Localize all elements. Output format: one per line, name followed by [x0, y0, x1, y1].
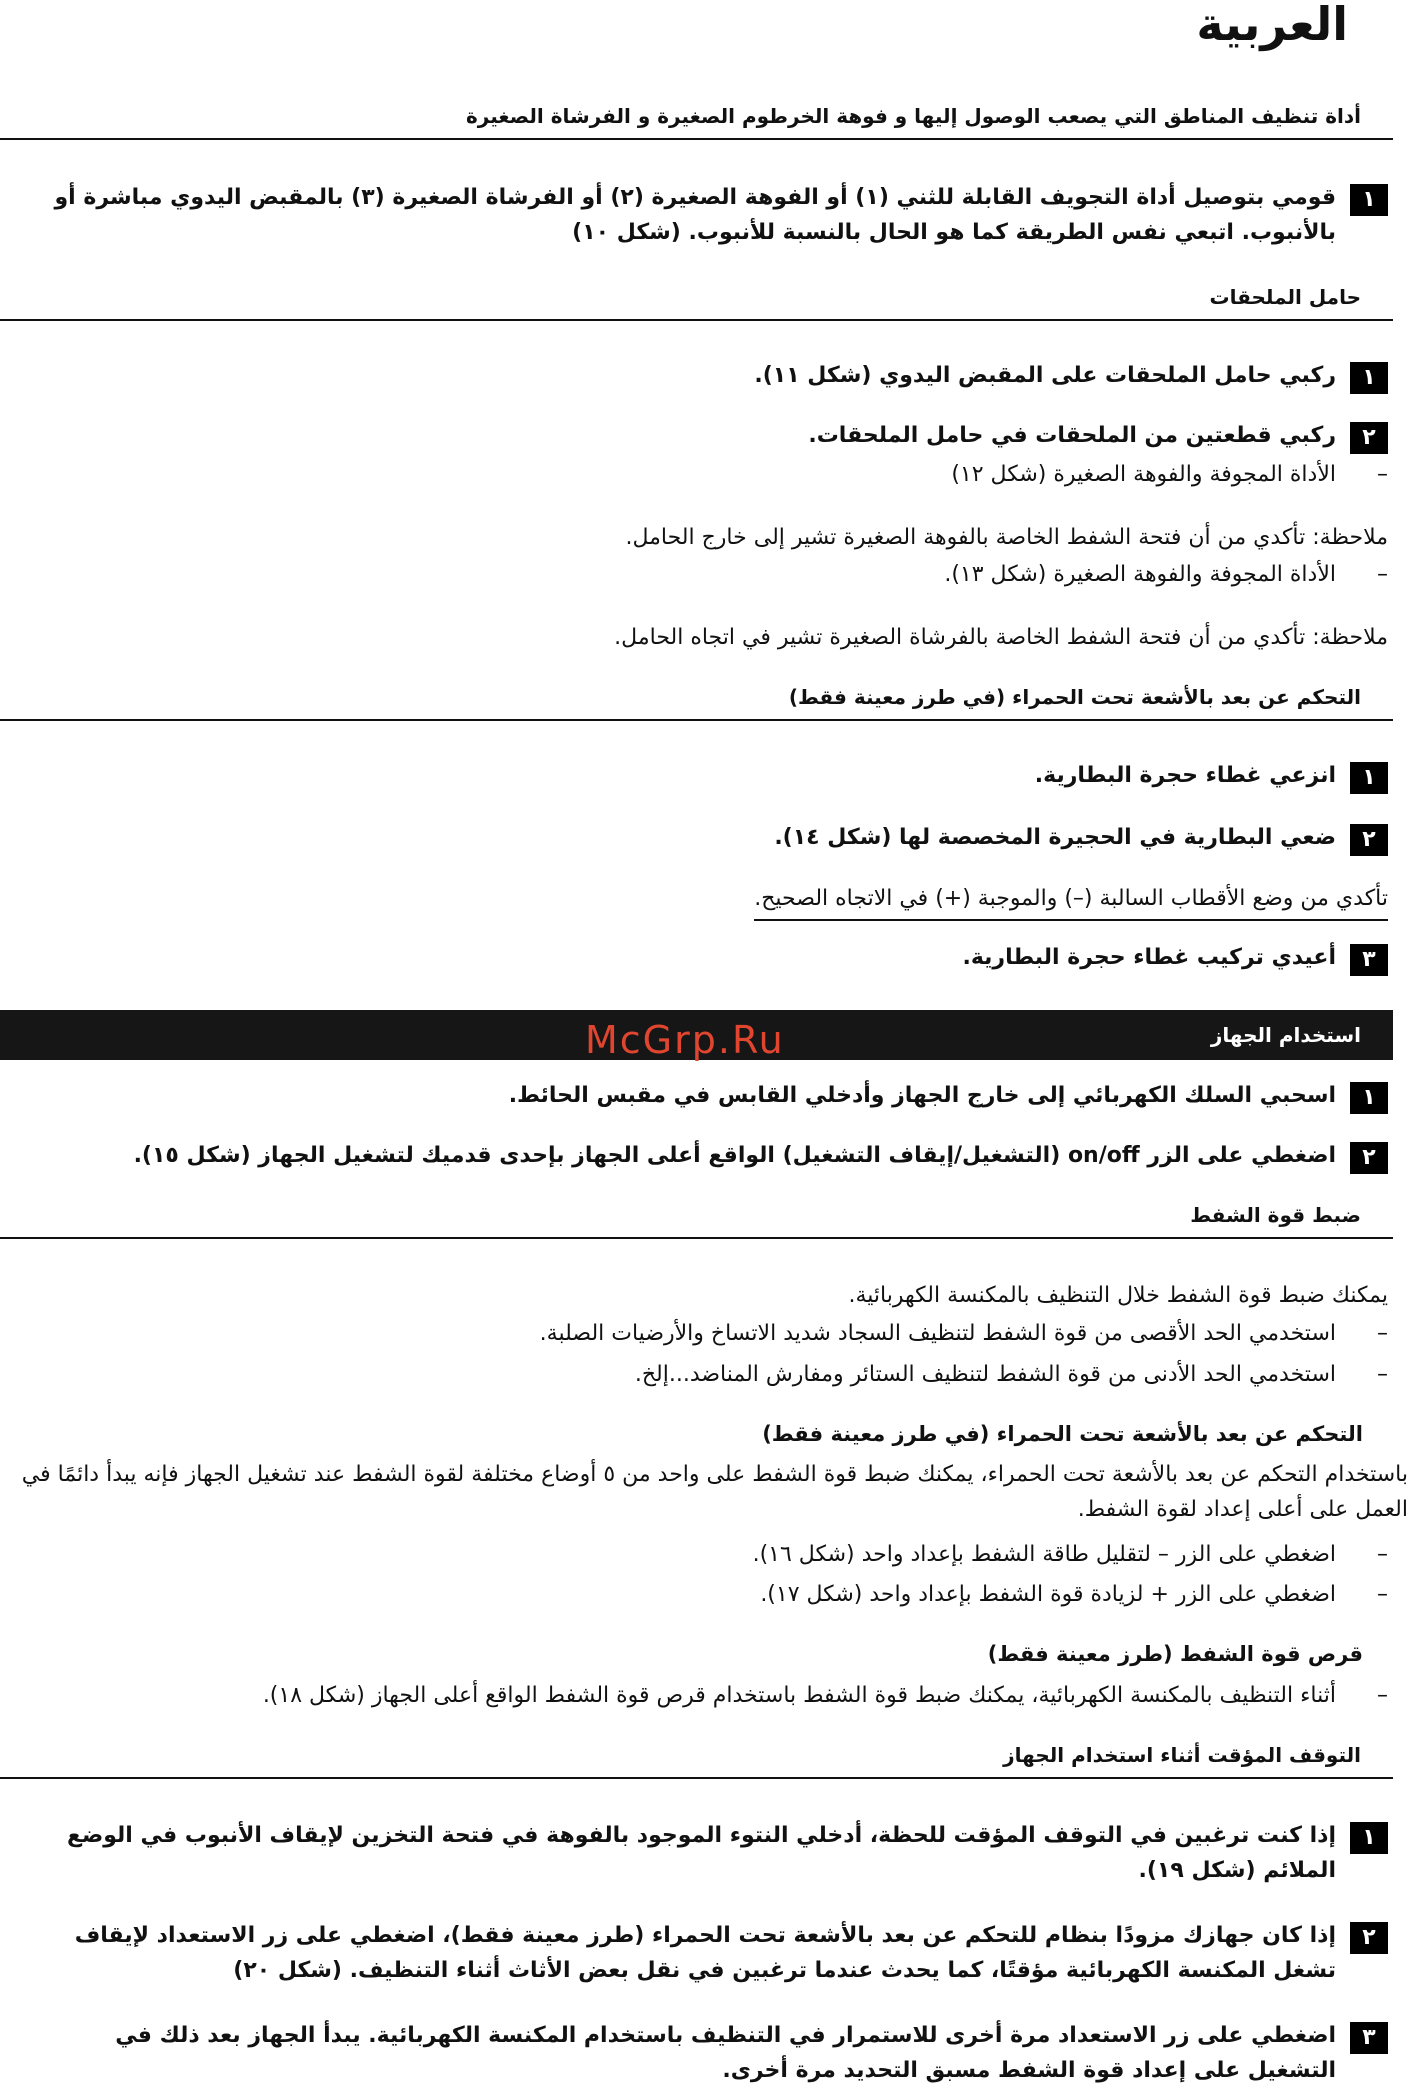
section-heading-accessory-holder: حامل الملحقات [0, 281, 1393, 321]
step-number: ٢ [1350, 1142, 1388, 1174]
section-heading-suction-power: ضبط قوة الشفط [0, 1199, 1393, 1239]
step-text: ضعي البطارية في الحجيرة المخصصة لها (شكل ١٤). [774, 825, 1336, 850]
step-number: ١ [1350, 184, 1388, 216]
bullet-text: الأداة المجوفة والفوهة الصغيرة (شكل ١٣). [944, 562, 1336, 587]
bullet-text: اضغطي على الزر + لزيادة قوة الشفط بإعداد واحد (شكل ١٧). [760, 1582, 1336, 1607]
ir-remote-paragraph: باستخدام التحكم عن بعد بالأشعة تحت الحمراء، يمكنك ضبط قوة الشفط على واحد من ٥ أوضاع مختلفة لقوة الشفط عند تشغيل الجهاز فإنه يبدأ دائمًا في العمل على أعلى إعداد لقوة الشفط. [21, 1462, 1408, 1522]
step-2-insert-accessories [30, 418, 1388, 453]
step-text: إذا كان جهازك مزودًا بنظام للتحكم عن بعد بالأشعة تحت الحمراء (طرز معينة فقط)، اضغطي على زر الاستعداد لإيقاف تشغل المكنسة الكهربائية مؤقتًا، كما يحدث عندما ترغبين في نقل بعض الأثاث أثناء التنظيف. (شكل ٢٠) [74, 1923, 1336, 1983]
bullet-suction-dial [20, 1678, 1388, 1713]
subheading-ir-remote: التحكم عن بعد بالأشعة تحت الحمراء (في طرز معينة فقط) [762, 1422, 1363, 1446]
bullet-text: الأداة المجوفة والفوهة الصغيرة (شكل ١٢) [951, 462, 1336, 487]
bullet-crevice-and-nozzle-fig12 [20, 457, 1388, 492]
step-number: ٢ [1350, 422, 1388, 454]
section-heading-crevice-tool: أداة تنظيف المناطق التي يصعب الوصول إليها و فوهة الخرطوم الصغيرة و الفرشاة الصغيرة [0, 100, 1393, 140]
step-number: ٣ [1350, 2022, 1388, 2054]
dash-marker: – [1377, 1582, 1388, 1607]
section-heading-using-appliance: استخدام الجهاز [0, 1010, 1393, 1060]
subheading-suction-dial: قرص قوة الشفط (طرز معينة فقط) [987, 1642, 1363, 1666]
bullet-text: استخدمي الحد الأدنى من قوة الشفط لتنظيف الستائر ومفارش المناضد...إلخ. [634, 1362, 1336, 1387]
step-number: ١ [1350, 1822, 1388, 1854]
note-nozzle-direction: ملاحظة: تأكدي من أن فتحة الشفط الخاصة بالفوهة الصغيرة تشير إلى خارج الحامل. [625, 525, 1388, 550]
step-number: ٢ [1350, 1922, 1388, 1954]
suction-intro: يمكنك ضبط قوة الشفط خلال التنظيف بالمكنسة الكهربائية. [848, 1283, 1388, 1308]
bullet-text: استخدمي الحد الأقصى من قوة الشفط لتنظيف السجاد شديد الاتساخ والأرضيات الصلبة. [539, 1321, 1336, 1346]
step-number: ٣ [1350, 944, 1388, 976]
step-text: إذا كنت ترغبين في التوقف المؤقت للحظة، أدخلي النتوء الموجود بالفوهة في فتحة التخزين لإيقاف الأنبوب في الوضع الملائم (شكل ١٩). [66, 1823, 1336, 1883]
section-heading-ir-remote: التحكم عن بعد بالأشعة تحت الحمراء (في طرز معينة فقط) [0, 681, 1393, 721]
battery-polarity-note [20, 881, 1388, 921]
dash-marker: – [1377, 1362, 1388, 1387]
bullet-plus-button [20, 1577, 1388, 1612]
dash-marker: – [1377, 562, 1388, 587]
polarity-note-text: تأكدي من وضع الأقطاب السالبة (–) والموجبة (+) في الاتجاه الصحيح. [754, 881, 1388, 921]
step-text: قومي بتوصيل أداة التجويف القابلة للثني (١) أو الفوهة الصغيرة (٢) أو الفرشاة الصغيرة (٣) بالمقبض اليدوي مباشرة أو بالأنبوب. اتبعي نفس الطريقة كما هو الحال بالنسبة للأنبوب. (شكل ١٠) [54, 185, 1336, 245]
bullet-text: أثناء التنظيف بالمكنسة الكهربائية، يمكنك ضبط قوة الشفط باستخدام قرص قوة الشفط الواقع أعلى الجهاز (شكل ١٨). [262, 1683, 1336, 1708]
step-1-plug-in [30, 1078, 1388, 1113]
step-1-remove-battery-cover [30, 758, 1388, 793]
step-text: ركبي حامل الملحقات على المقبض اليدوي (شكل ١١). [754, 363, 1336, 388]
watermark: McGrp.Ru [585, 1018, 785, 1062]
step-1-attach-tools [30, 180, 1388, 250]
note-brush-direction: ملاحظة: تأكدي من أن فتحة الشفط الخاصة بالفرشاة الصغيرة تشير في اتجاه الحامل. [614, 625, 1388, 650]
step-number: ٢ [1350, 824, 1388, 856]
step-text: ركبي قطعتين من الملحقات في حامل الملحقات. [808, 423, 1336, 448]
step-text: انزعي غطاء حجرة البطارية. [1034, 763, 1336, 788]
step-3-resume [30, 2018, 1388, 2088]
step-2-standby-button [30, 1918, 1388, 1988]
bullet-min-suction [20, 1357, 1388, 1392]
section-heading-pausing: التوقف المؤقت أثناء استخدام الجهاز [0, 1739, 1393, 1779]
step-1-mount-holder [30, 358, 1388, 393]
dash-marker: – [1377, 462, 1388, 487]
language-title: العربية [1196, 0, 1348, 51]
step-1-park-tube [30, 1818, 1388, 1888]
bullet-crevice-and-nozzle-fig13 [20, 557, 1388, 592]
dash-marker: – [1377, 1321, 1388, 1346]
dash-marker: – [1377, 1683, 1388, 1708]
step-number: ١ [1350, 362, 1388, 394]
step-text: اضغطي على زر الاستعداد مرة أخرى للاستمرار في التنظيف باستخدام المكنسة الكهربائية. يبدأ الجهاز بعد ذلك في التشغيل على إعداد قوة الشفط مسبق التحديد مرة أخرى. [115, 2023, 1336, 2083]
bullet-max-suction [20, 1316, 1388, 1351]
dash-marker: – [1377, 1542, 1388, 1567]
step-text: أعيدي تركيب غطاء حجرة البطارية. [962, 945, 1336, 970]
step-text: اضغطي على الزر on/off (التشغيل/إيقاف التشغيل) الواقع أعلى الجهاز بإحدى قدميك لتشغيل الجهاز (شكل ١٥). [133, 1143, 1336, 1168]
step-number: ١ [1350, 762, 1388, 794]
step-number: ١ [1350, 1082, 1388, 1114]
bullet-text: اضغطي على الزر – لتقليل طاقة الشفط بإعداد واحد (شكل ١٦). [752, 1542, 1336, 1567]
bullet-minus-button [20, 1537, 1388, 1572]
step-2-switch-on [30, 1138, 1388, 1173]
step-text: اسحبي السلك الكهربائي إلى خارج الجهاز وأدخلي القابس في مقبس الحائط. [508, 1083, 1336, 1108]
step-2-insert-battery [30, 820, 1388, 855]
step-3-refit-cover [30, 940, 1388, 975]
